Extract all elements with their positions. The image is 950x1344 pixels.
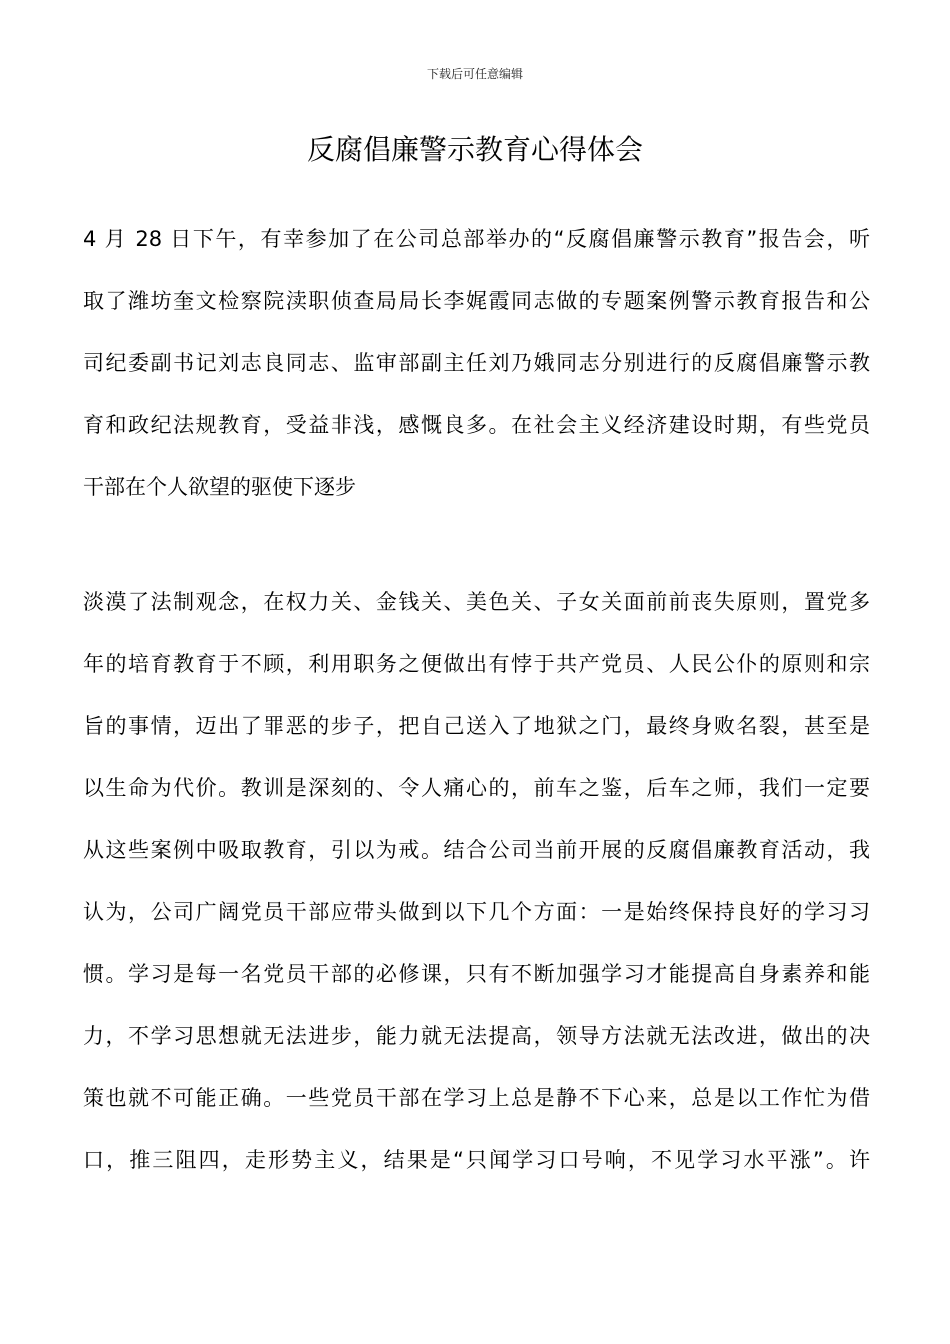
paragraph-line: 淡漠了法制观念，在权力关、金钱关、美色关、子女关面前前丧失原则，置党多 (83, 590, 870, 614)
paragraph-line: 4 月 28 日下午，有幸参加了在公司总部举办的“反腐倡廉警示教育”报告会，听 (83, 227, 870, 251)
paragraph-line: 干部在个人欲望的驱使下逐步 (83, 475, 356, 499)
paragraph (83, 571, 870, 1191)
paragraph-line: 年的培育教育于不顾，利用职务之便做出有悖于共产党员、人民公仆的原则和宗 (83, 652, 870, 676)
paragraph-line: 以生命为代价。教训是深刻的、令人痛心的，前车之鉴，后车之师，我们一定要 (83, 776, 870, 800)
header-note: 下载后可任意编辑 (426, 67, 523, 81)
paragraph-line: 力，不学习思想就无法进步，能力就无法提高，领导方法就无法改进，做出的决 (83, 1024, 870, 1048)
paragraph-line: 取了潍坊奎文检察院渎职侦查局局长李娓霞同志做的专题案例警示教育报告和公 (83, 289, 870, 313)
paragraph-line: 育和政纪法规教育，受益非浅，感慨良多。在社会主义经济建设时期，有些党员 (83, 413, 870, 437)
paragraph-line: 从这些案例中吸取教育，引以为戒。结合公司当前开展的反腐倡廉教育活动，我 (83, 838, 870, 862)
paragraph-line: 司纪委副书记刘志良同志、监审部副主任刘乃娥同志分别进行的反腐倡廉警示教 (83, 351, 870, 375)
paragraph-line: 认为，公司广阔党员干部应带头做到以下几个方面：一是始终保持良好的学习习 (83, 900, 870, 924)
paragraph (83, 208, 870, 518)
document-title: 反腐倡廉警示教育心得体会 (306, 133, 643, 166)
paragraph-line: 口，推三阻四，走形势主义，结果是“只闻学习口号响，不见学习水平涨”。许 (83, 1148, 870, 1172)
paragraph-line: 旨的事情，迈出了罪恶的步子，把自己送入了地狱之门，最终身败名裂，甚至是 (83, 714, 870, 738)
paragraph-line: 惯。学习是每一名党员干部的必修课，只有不断加强学习才能提高自身素养和能 (83, 962, 870, 986)
paragraph-line: 策也就不可能正确。一些党员干部在学习上总是静不下心来，总是以工作忙为借 (83, 1086, 870, 1110)
